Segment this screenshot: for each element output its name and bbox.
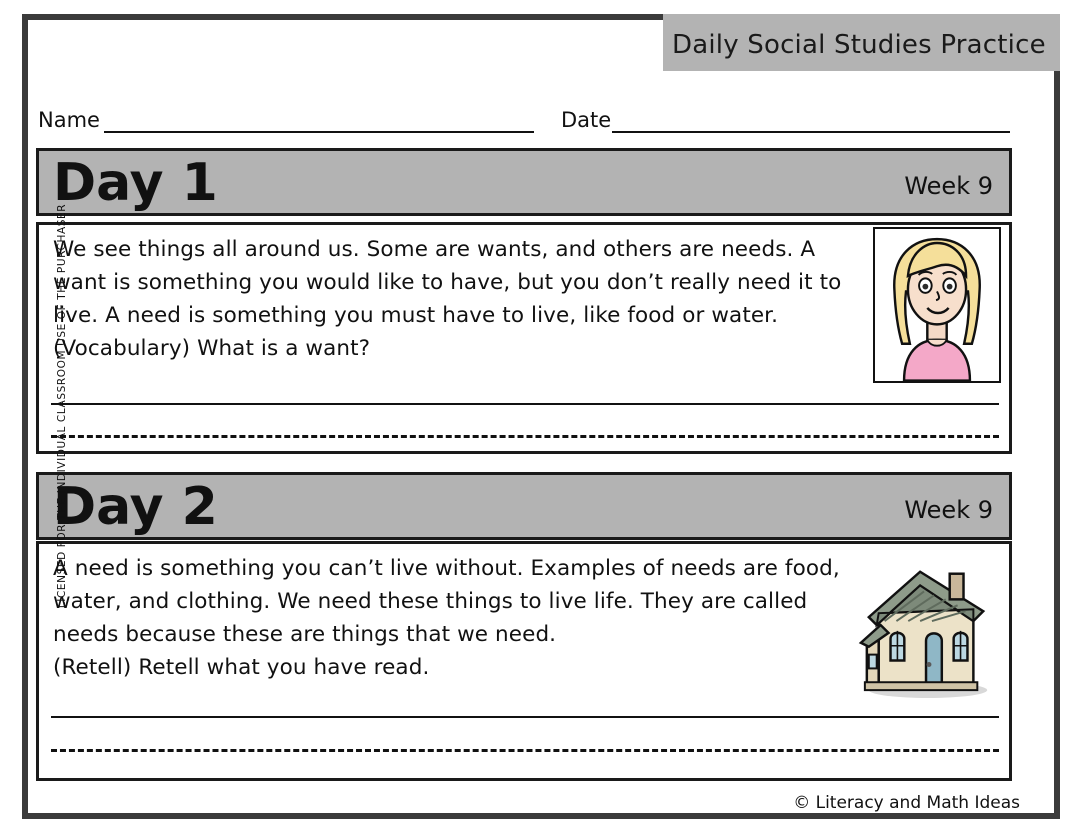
license-sidebar: [12, 0, 68, 835]
day-2-passage: A need is something you can’t live without. Examples of needs are food, water, and clothing. We need these things to live life. They are called needs because these are things that we need.: [53, 556, 840, 647]
day-2-answer-line-1[interactable]: [51, 716, 999, 718]
day-1-answer-line-1[interactable]: [51, 403, 999, 405]
date-label: Date: [561, 108, 612, 132]
name-label: Name: [38, 108, 100, 132]
day-2-passage-box: [36, 541, 1012, 781]
house-illustration-svg: [855, 552, 1001, 700]
worksheet-title: Daily Social Studies Practice: [672, 30, 1046, 60]
girl-illustration-svg: [875, 229, 999, 381]
copyright-credit: © Literacy and Math Ideas: [793, 793, 1020, 813]
day-2-header: [36, 472, 1012, 540]
day-1-passage: We see things all around us. Some are wants, and others are needs. A want is something you would like to have, but you don’t really need it to live. A need is something you must have to live, like food or water.: [53, 237, 842, 328]
day-1-passage-box: [36, 222, 1012, 454]
day-2-week: Week 9: [904, 496, 993, 524]
day-2-answer-line-2[interactable]: [51, 749, 999, 752]
license-text: LICENSED FOR THE INDIVIDUAL CLASSROOM USE OF THE PURCHASER: [56, 203, 68, 609]
day-1-answer-line-2[interactable]: [51, 435, 999, 438]
day-2-question: (Retell) Retell what you have read.: [53, 655, 430, 680]
name-write-line[interactable]: [104, 131, 534, 133]
day-1-text: [53, 233, 853, 365]
day-2-title: Day 2: [53, 477, 218, 537]
house-illustration: [855, 552, 1003, 702]
date-write-line[interactable]: [612, 131, 1010, 133]
girl-illustration: [873, 227, 1001, 383]
day-1-question: (Vocabulary) What is a want?: [53, 336, 371, 361]
day-1-header: [36, 148, 1012, 216]
day-2-text: [53, 552, 853, 684]
day-1-title: Day 1: [53, 153, 218, 213]
day-1-week: Week 9: [904, 172, 993, 200]
